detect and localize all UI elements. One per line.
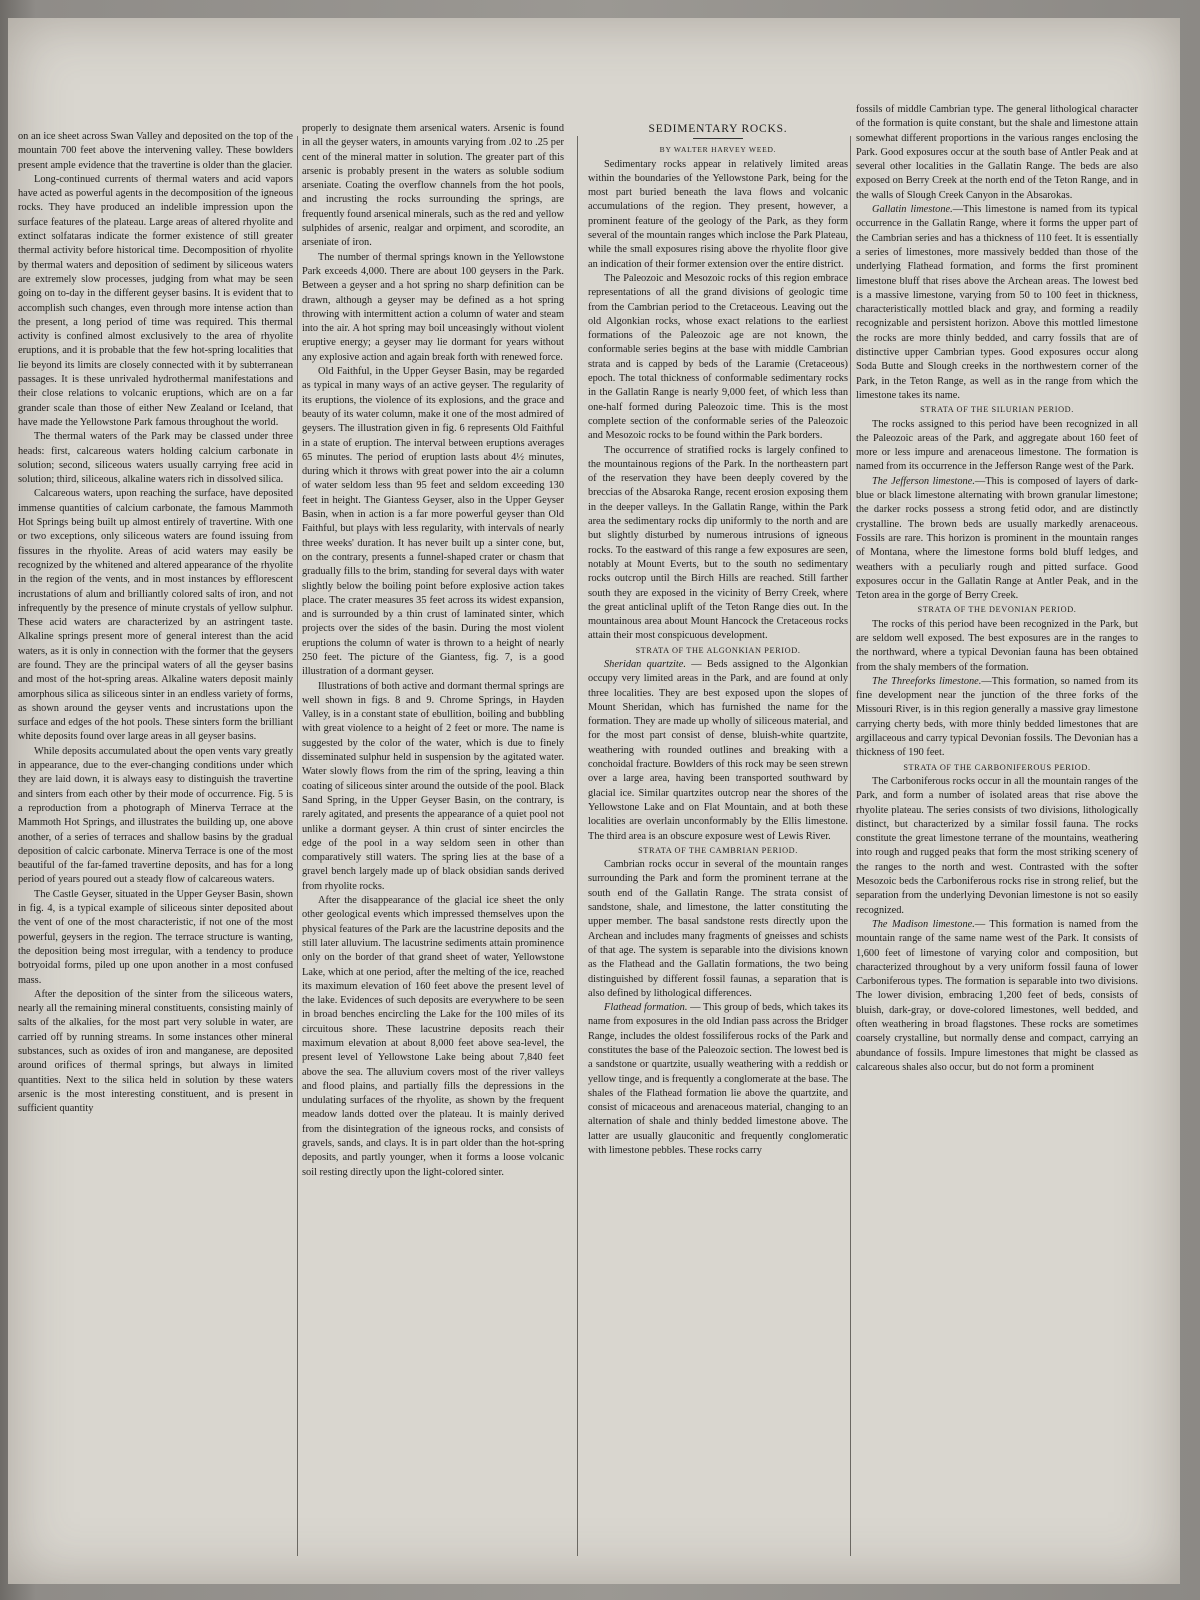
paragraph: After the disappearance of the glacial ice sheet the only other geological events which impressed themselves upon the physical features of the Park are the lacustrine deposits and the still later alluvium. The lacustrine sediments attain prominence only on the border of that grand sheet of water, Yellowstone Lake, which at one period, after the melting of the ice, reached its maximum elevation of 160 feet above the present level of the lake. Evidences of such deposits are everywhere to be seen in broad benches encircling the Lake for the 100 miles of its circuitous shore. These lacustrine deposits reach their maximum elevation at about 8,000 feet above sea-level, the present level of Yellowstone Lake being about 7,840 feet above the sea. The alluvium covers most of the river valleys and flood plains, and partially fills the depressions in the undulating surfaces of the rhyolite, as shown by the frequent meadow lands dotted over the plateau. It is mainly derived from the disintegration of the igneous rocks, and consists of gravels, sands, and clays. It is in part older than the hot-spring deposits, and partly younger, when it forms a loose volcanic soil resting directly upon the light-colored sinter. [302,895,564,1178]
paragraph [856,675,1138,761]
paragraph: on an ice sheet across Swan Valley and deposited on the top of the mountain 700 feet above the intervening valley. These bowlders present ample evidence that the travertine is older than the glacier. [18,131,293,171]
section-heading: STRATA OF THE ALGONKIAN PERIOD. [635,645,801,655]
paragraph-text: —This is composed of layers of dark-blue or black limestone alternating with brown granular limestone; the darker rocks possess a strong fetid odor, and are distinctly crystalline. The brown beds are usually markedly arenaceous. Fossils are rare. This horizon is prominent in the mountain ranges of Montana, where the limestone forms bold bluff ledges, and weathers with a peculiarly rough and pitted surface. Good exposures occur in the Gallatin Range at Antler Peak, and in the Teton area in the gorge of Berry Creek. [856,475,1138,602]
paragraph: fossils of middle Cambrian type. The general lithological character of the formation is quite constant, but the shale and limestone attain somewhat different proportions in the various ranges enclosing the Park. Good exposures occur at the south base of Antler Peak and at several other localities in the Gallatin Range. The beds are also exposed on Berry Creek at the north end of the Teton Range, and in the walls of Slough Creek Canyon in the Absarokas. [856,104,1138,201]
section-heading: STRATA OF THE CAMBRIAN PERIOD. [638,845,798,855]
paragraph: The Paleozoic and Mesozoic rocks of this region embrace representations of all the grand divisions of geologic time from the Cambrian period to the Cretaceous. Leaving out the old Algonkian rocks, whose exact relations to the earliest formations of the Paleozoic age are not known, the conformable series begins at the base with middle Cambrian strata and is capped by beds of the Laramie (Cretaceous) epoch. The total thickness of conformable sedimentary rocks in the Gallatin Range is nearly 9,000 feet, of which less than one-half formed during Paleozoic time. This is the most complete section of the conformable series of the Paleozoic and Mesozoic rocks to be found within the Park borders. [588,272,848,442]
paragraph: properly to designate them arsenical waters. Arsenic is found in all the geyser waters, in amounts varying from .02 to .25 per cent of the mineral matter in solution. The greater part of this arsenic is probably present in the waters as soluble sodium arseniate. Coating the overflow channels from the hot pools, and incrusting the rocks surrounding the springs, are frequently found arsenical minerals, such as the red and yellow sulphides of arsenic, realgar and orpiment, and scorodite, an arseniate of iron. [302,123,564,249]
section-heading: STRATA OF THE DEVONIAN PERIOD. [917,605,1077,615]
section-title: SEDIMENTARY ROCKS. [648,123,788,135]
formation-name: Flathead formation. [604,1002,688,1014]
paragraph: Illustrations of both active and dormant thermal springs are well shown in figs. 8 and 9. Chrome Springs, in Hayden Valley, is in a constant state of ebullition, boiling and bubbling with great violence to a height of 2 feet or more. The name is suggested by the color of the water, which is due to finely disseminated sulphur held in suspension by the agitated water. Water slowly flows from the rim of the spring, leaving a thin coating of siliceous sinter around the outside of the pool. Black Sand Spring, in the Upper Geyser Basin, on the contrary, is rarely agitated, and presents the appearance of a quiet pool not unlike a dormant geyser. A thin crust of sinter encircles the edge of the pool in a way seldom seen in other than comparatively still waters. The spring lies at the base of a gravel bench largely made up of black obsidian sands derived from rhyolite rocks. [302,680,564,892]
paragraph: The occurrence of stratified rocks is largely confined to the mountainous regions of the Park. In the northeastern part of the reservation they have been deeply covered by the breccias of the Absaroka Range, recent erosion exposing them in the deeper valleys. In the Gallatin Range, within the Park area the sedimentary rocks dip uniformly to the north and are but slightly disturbed by numerous intrusions of igneous rocks. To the eastward of this range a few exposures are seen, notably at Mount Everts, but to the south no sedimentary rocks outcrop until the Birch Hills are reached. Still farther south they are exposed in the vicinity of Berry Creek, where the great anticlinal uplift of the Teton Range dies out. In the mountainous area about Mount Hancock the Cretaceous rocks attain their most conspicuous development. [588,444,848,642]
column-rule [297,136,298,1556]
author-byline: BY WALTER HARVEY WEED. [659,145,777,155]
paragraph: Calcareous waters, upon reaching the surface, have deposited immense quantities of calcium carbonate, the famous Mammoth Hot Springs being built up almost entirely of travertine. With one or two exceptions, only siliceous waters are found issuing from fissures in the rhyolite. Areas of acid waters may easily be recognized by the whitened and altered appearance of the rhyolite in the region of the vents, and in most instances by efflorescent incrustations of alum and brilliantly colored salts of iron, and not infrequently by the presence of minute crystals of yellow sulphur. These acid waters are characterized by an astringent taste. Alkaline springs present more of general interest than the acid waters, as it is only in connection with the former that the geysers are found. They are the principal waters of all the geyser basins and most of the hot-spring areas. Alkaline waters deposit mainly amorphous silica as siliceous sinter in an endless variety of forms, as shown around the geyser vents and incrustations upon the surface and edges of the hot pools. These sinters form the brilliant white deposits found over large areas in all geyser basins. [18,488,293,743]
paragraph: The number of thermal springs known in the Yellowstone Park exceeds 4,000. There are about 100 geysers in the Park. Between a geyser and a hot spring no sharp definition can be drawn, although a geyser may be defined as a hot spring throwing with intermittent action a column of water and steam into the air. A hot spring may boil unceasingly without violent eruptive energy; a geyser may lie dormant for years without any explosive action and again break forth with renewed force. [302,251,564,363]
section-heading: STRATA OF THE CARBONIFEROUS PERIOD. [903,762,1091,772]
formation-name: Sheridan quartzite. [604,658,686,670]
book-page [8,18,1180,1584]
paragraph: The rocks assigned to this period have been recognized in all the Paleozoic areas of the Park, and aggregate about 160 feet of more or less impure and arenaceous limestone. The formation is named from its occurrence in the Jefferson Range west of the Park. [856,418,1138,473]
formation-name: The Threeforks limestone. [872,675,982,687]
title-rule [693,138,743,139]
paragraph: Cambrian rocks occur in several of the mountain ranges surrounding the Park and form the prominent terrane at the south end of the Gallatin Range. The strata consist of sandstone, shale, and limestone, the latter constituting the upper member. The basal sandstone rests directly upon the Archean and includes many fragments of gneisses and schists of that age. The system is separable into the divisions known as the Flathead and the Gallatin formations, the two being distinguished by different fossil faunas, a separation that is also defined by lithological differences. [588,859,848,999]
text-column-3 [588,122,848,1562]
paragraph: Sedimentary rocks appear in relatively limited areas within the boundaries of the Yellowstone Park, being for the most part buried beneath the lava flows and volcanic accumulations of the region. They present, however, a prominent feature of the geology of the Park, as they form several of the mountain ranges which inclose the Park Plateau, while the small exposures rising above the rhyolite floor give an indication of their former extension over the entire district. [588,158,848,270]
paragraph-text: —This limestone is named from its typical occurrence in the Gallatin Range, where it forms the upper part of the Cambrian series and has a thickness of 110 feet. It is essentially a series of limestones, more massively bedded than those of the underlying Flathead formation, and forms the first prominent limestone bluff that rises above the Archean areas. The lowest bed is a massive limestone, varying from 50 to 100 feet in thickness, characteristically mottled black and gray, and forming a readily recognizable and persistent horizon. Above this mottled limestone the rocks are more thinly bedded, and carry fossils that are of distinctive upper Cambrian types. Good exposures occur along Soda Butte and Slough creeks in the northwestern corner of the Park, in the Teton Range, as well as in the range from which the limestone takes its name. [856,204,1138,401]
text-column-4 [856,103,1138,1543]
formation-name: The Madison limestone. [872,918,975,930]
paragraph: The rocks of this period have been recognized in the Park, but are seldom well exposed. The best exposures are in the ranges to the northward, where a typical Devonian fauna has been obtained from the shaly members of the formation. [856,618,1138,673]
paragraph: Old Faithful, in the Upper Geyser Basin, may be regarded as typical in many ways of an active geyser. The regularity of its eruptions, the violence of its explosions, and the grace and beauty of its water column, make it one of the most admired of geysers. The illustration given in fig. 6 represents Old Faithful in a state of eruption. The interval between eruptions averages 65 minutes. The period of eruption lasts about 4½ minutes, during which it throws with great power into the air a column of water seldom less than 95 feet and seldom exceeding 130 feet in height. The Giantess Geyser, also in the Upper Geyser Basin, when in action is a far more powerful geyser than Old Faithful, but plays with less regularity, with intervals of nearly three weeks' duration. It has never built up a sinter cone, but, on the contrary, presents a funnel-shaped crater or chasm that gradually fills to the brim, standing for several days with water slightly below the boiling point before explosive action takes place. The crater measures 35 feet across its widest expansion, and is surrounded by a thin crust of laminated sinter, which projects over the sides of the basin. During the most violent eruptions the column of water is thrown to a height of nearly 250 feet. The picture of the Giantess, fig. 7, is a good illustration of a dormant geyser. [302,366,564,678]
paragraph [856,203,1138,403]
formation-name: Gallatin limestone. [872,204,953,216]
paragraph-text: —This formation, so named from its fine development near the junction of the three forks of the Missouri River, is in this region generally a massive gray limestone carrying cherty beds, with more thinly bedded limestones that are argillaceous and carry typical Devonian fossils. The Devonian has a thickness of 190 feet. [856,675,1138,759]
paragraph: The thermal waters of the Park may be classed under three heads: first, calcareous waters holding calcium carbonate in solution; second, siliceous waters usually carrying free acid in solution; third, siliceous, alkaline waters rich in dissolved silica. [18,431,293,486]
paragraph: Long-continued currents of thermal waters and acid vapors have acted as powerful agents in the decomposition of the igneous rocks. They have produced an indelible impression upon the surface features of the plateau. Large areas of altered rhyolite and extinct solfataras indicate the former existence of still greater thermal activity before historical time. Decomposition of rhyolite by thermal waters and deposition of sediment by siliceous waters are extremely slow processes, judging from what may be seen going on to-day in the different geyser basins. It is evident that to accomplish such changes, even through more intense action than the present, a long period of time was required. This thermal activity is confined almost exclusively to the area of rhyolite eruptions, and it is probable that the few hot-spring localities that lie beyond its limits are closely connected with it by subterranean passages. It is these unrivaled hydrothermal manifestations and their close relations to volcanic eruptions, which are on a far grander scale than those of either New Zealand or Iceland, that have made the Yellowstone Park famous throughout the world. [18,173,293,428]
text-column-2 [302,122,564,1562]
paragraph-text: — This formation is named from the mountain range of the same name west of the Park. It consists of 1,600 feet of limestone of varying color and composition, but characterized throughout by a very uniform fossil fauna of lower Carboniferous types. The formation is separable into two divisions. The lower division, embracing 1,200 feet of beds, consists of bluish, dark-gray, or dove-colored limestones, well bedded, and often weathering in broad flagstones. These rocks are sometimes coarsely crystalline, but normally dense and compact, carrying an abundance of fossils. Impure limestones that might be classed as calcareous shales also occur, but do not form a prominent [856,918,1138,1073]
formation-name: The Jefferson limestone. [872,475,975,487]
paragraph: After the deposition of the sinter from the siliceous waters, nearly all the remaining mineral constituents, consisting mainly of salts of the alkalies, for the most part very soluble in water, are carried off by running streams. In some instances other mineral substances, such as oxides of iron and manganese, are deposited around orifices of thermal springs, but always in limited quantities. Next to the silica held in solution by these waters arsenic is the most interesting constituent, and is present in sufficient quantity [18,988,293,1115]
section-heading: STRATA OF THE SILURIAN PERIOD. [920,405,1074,415]
paragraph [588,1001,848,1158]
paragraph: While deposits accumulated about the open vents vary greatly in appearance, due to the ever-changing conditions under which they are laid down, it is always easy to distinguish the travertine and sinters from each other by their mode of occurrence. Fig. 5 is a reproduction from a photograph of Minerva Terrace at the Mammoth Hot Springs, and illustrates the building up, one above another, of a series of terraces and shallow basins by the gradual deposition of calcic carbonate. Minerva Terrace is one of the most beautiful of the far-famed travertine deposits, and has for a long period of years poured out a steady flow of calcareous waters. [18,745,293,886]
paragraph [856,918,1138,1075]
column-rule [850,136,851,1556]
paragraph: The Castle Geyser, situated in the Upper Geyser Basin, shown in fig. 4, is a typical example of siliceous sinter deposited about the vent of one of the most characteristic, if not one of the most powerful, geysers in the region. The terrace structure is wanting, the deposition being most irregular, with a tendency to produce botryoidal forms, piled up one upon another in a most confused mass. [18,888,293,986]
paragraph [588,658,848,844]
paragraph: The Carboniferous rocks occur in all the mountain ranges of the Park, and form a number of isolated areas that rise above the rhyolite plateau. The series consists of two divisions, lithologically distinct, but characterized by a similar fossil fauna. The rocks constitute the great limestone terrane of the mountains, weathering into rough and rugged peaks that form the most striking scenery of the ranges to the north and west. Contrasted with the softer Mesozoic beds the Carboniferous rocks rise in strong relief, but the separation from the underlying Devonian limestone is not so easily recognized. [856,775,1138,916]
column-rule [577,136,578,1556]
paragraph-text: — Beds assigned to the Algonkian occupy very limited areas in the Park, and are found at only three localities. They are best exposed upon the slopes of Mount Sheridan, which has furnished the name for the formation. They are made up wholly of siliceous material, and for the most part consist of dense, bluish-white quartzite, weathering with rounded outlines and breaking with a conchoidal fracture. Bowlders of this rock may be seen strewn over a large area, having been transported southward by glacial ice. Similar quartzites outcrop near the shores of the Yellowstone Lake and on Flat Mountain, and at both these localities are overlain unconformably by the Ellis limestone. The third area is an obscure exposure west of Lewis River. [588,658,848,842]
paragraph [856,475,1138,604]
paragraph-text: — This group of beds, which takes its name from exposures in the old Indian pass across the Bridger Range, includes the oldest fossiliferous rocks of the Park and constitutes the base of the Paleozoic section. The lowest bed is a sandstone or quartzite, usually weathering with a reddish or yellow tinge, and is frequently a conglomerate at the base. The shales of the Flathead formation lie above the quartzite, and consist of micaceous and arenaceous material, changing to an alternation of shale and thinly bedded limestone above. The latter are usually glauconitic and frequently conglomeratic with limestone pebbles. These rocks carry [588,1002,848,1157]
text-column-1 [18,130,293,1570]
